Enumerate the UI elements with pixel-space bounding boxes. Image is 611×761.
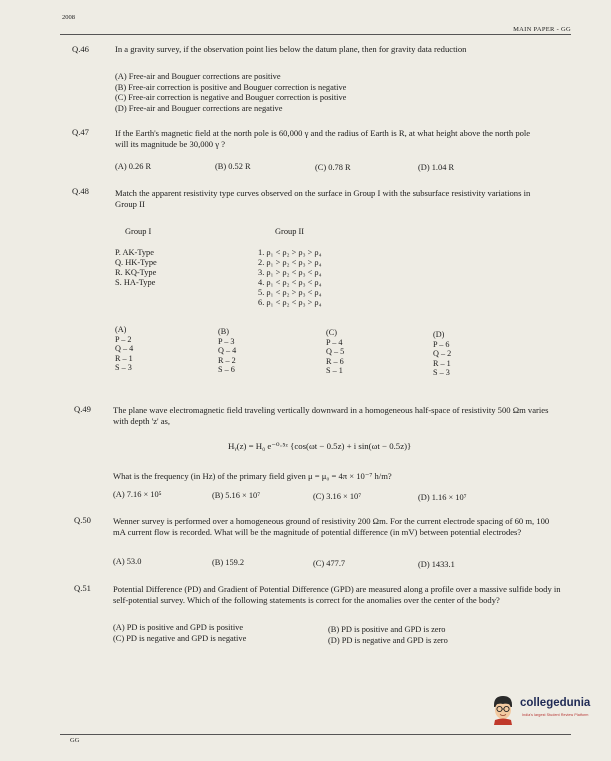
q51-option-a: (A) PD is positive and GPD is positive [113, 623, 244, 632]
group-1-item: P. AK-Type [115, 248, 154, 257]
q46-option-d: (D) Free-air and Bouguer corrections are negative [115, 103, 283, 113]
q50-number: Q.50 [74, 515, 91, 525]
q51-option-c: (C) PD is negative and GPD is negative [113, 634, 247, 643]
q48-option-a: (A) P – 2 Q – 4 R – 1 S – 3 [115, 325, 134, 373]
q48-option-c: (C) P – 4 Q – 5 R – 6 S – 1 [326, 328, 345, 376]
q47-number: Q.47 [72, 127, 89, 137]
group-2-item: 1. ρ₁ < ρ₂ > ρ₃ > ρ₄ [258, 248, 322, 257]
q48-number: Q.48 [72, 186, 89, 196]
q47-option-b: (B) 0.52 R [215, 162, 251, 171]
q48-option-b: (B) P – 3 Q – 4 R – 2 S – 6 [218, 327, 237, 375]
q46-number: Q.46 [72, 44, 89, 54]
group-1-item: S. HA-Type [115, 278, 156, 287]
q48-text: Match the apparent resistivity type curves observed on the surface in Group I with the subsurface resistivity variations in Group II [115, 188, 531, 209]
group-1-item: Q. HK-Type [115, 258, 157, 267]
group-2-title: Group II [275, 227, 305, 236]
q49-question: What is the frequency (in Hz) of the primary field given μ = μ₀ = 4π × 10⁻⁷ h/m? [113, 471, 392, 481]
q50-option-b: (B) 159.2 [212, 558, 245, 567]
q51-number: Q.51 [74, 583, 91, 593]
q50-text: Wenner survey is performed over a homogeneous ground of resistivity 200 Ωm. For the current electrode spacing of 60 m, 100 mA current flow is recorded. What will be the magnitude of potential difference (in mV) between potential electrodes? [113, 516, 550, 537]
student-mascot-icon [488, 693, 518, 725]
q51-option-d: (D) PD is negative and GPD is zero [328, 636, 448, 645]
q51-option-b: (B) PD is positive and GPD is zero [328, 625, 446, 634]
collegedunia-watermark [486, 691, 598, 731]
exam-year: 2008 [62, 14, 75, 21]
q46-option-a: (A) Free-air and Bouguer corrections are positive [115, 72, 281, 81]
group-2-item: 5. ρ₁ < ρ₂ > ρ₃ < ρ₄ [258, 288, 322, 297]
group-1-title: Group I [125, 227, 152, 236]
group-1-item: R. KQ-Type [115, 268, 157, 277]
q50-option-d: (D) 1433.1 [418, 560, 455, 569]
q50-option-c: (C) 477.7 [313, 559, 346, 568]
paper-code: MAIN PAPER - GG [513, 26, 571, 33]
q49-option-a: (A) 7.16 × 10⁵ [113, 490, 162, 499]
q46-option-c: (C) Free-air correction is negative and Bouguer correction is positive [115, 93, 347, 102]
q49-equation: Hᵧ(z) = H₀ e⁻⁰·⁵ᶻ {cos(ωt − 0.5z) + i sin(ωt − 0.5z)} [228, 441, 412, 451]
q47-option-a: (A) 0.26 R [115, 162, 152, 171]
q49-text: The plane wave electromagnetic field traveling vertically downward in a homogeneous half-space of resistivity 500 Ωm varies with depth 'z' as, [113, 405, 549, 426]
group-2-item: 6. ρ₁ < ρ₂ < ρ₃ > ρ₄ [258, 298, 322, 307]
q48-option-d: (D) P – 6 Q – 2 R – 1 S – 3 [433, 330, 452, 378]
header-rule [60, 34, 571, 35]
q46-text: In a gravity survey, if the observation point lies below the datum plane, then for gravity data reduction [115, 44, 467, 54]
q47-option-d: (D) 1.04 R [418, 163, 455, 172]
footer-rule [60, 734, 571, 735]
q46-option-b: (B) Free-air correction is positive and Bouguer correction is negative [115, 82, 347, 92]
q47-option-c: (C) 0.78 R [315, 163, 351, 172]
q49-option-d: (D) 1.16 × 10⁷ [418, 493, 467, 502]
q49-option-b: (B) 5.16 × 10⁷ [212, 491, 261, 500]
watermark-name: collegedunia [520, 697, 591, 709]
q51-text: Potential Difference (PD) and Gradient of Potential Difference (GPD) are measured along a profile over a massive sulfide body in self-potential survey. Which of the following statements is correct for the anomalies over the center of the body? [113, 584, 561, 605]
q49-option-c: (C) 3.16 × 10⁷ [313, 492, 362, 501]
q47-text: If the Earth's magnetic field at the north pole is 60,000 γ and the radius of Earth is R, at what height above the north pole will its magnitude be 30,000 γ ? [115, 128, 531, 149]
group-2-item: 3. ρ₁ > ρ₂ < ρ₃ < ρ₄ [258, 268, 322, 277]
group-2-item: 4. ρ₁ < ρ₂ < ρ₃ < ρ₄ [258, 278, 322, 287]
q49-number: Q.49 [74, 404, 91, 414]
q50-option-a: (A) 53.0 [113, 557, 142, 566]
group-2-item: 2. ρ₁ > ρ₂ < ρ₃ > ρ₄ [258, 258, 322, 267]
watermark-tagline: India's largest Student Review Platform [522, 713, 589, 717]
footer-code: GG [70, 737, 80, 744]
